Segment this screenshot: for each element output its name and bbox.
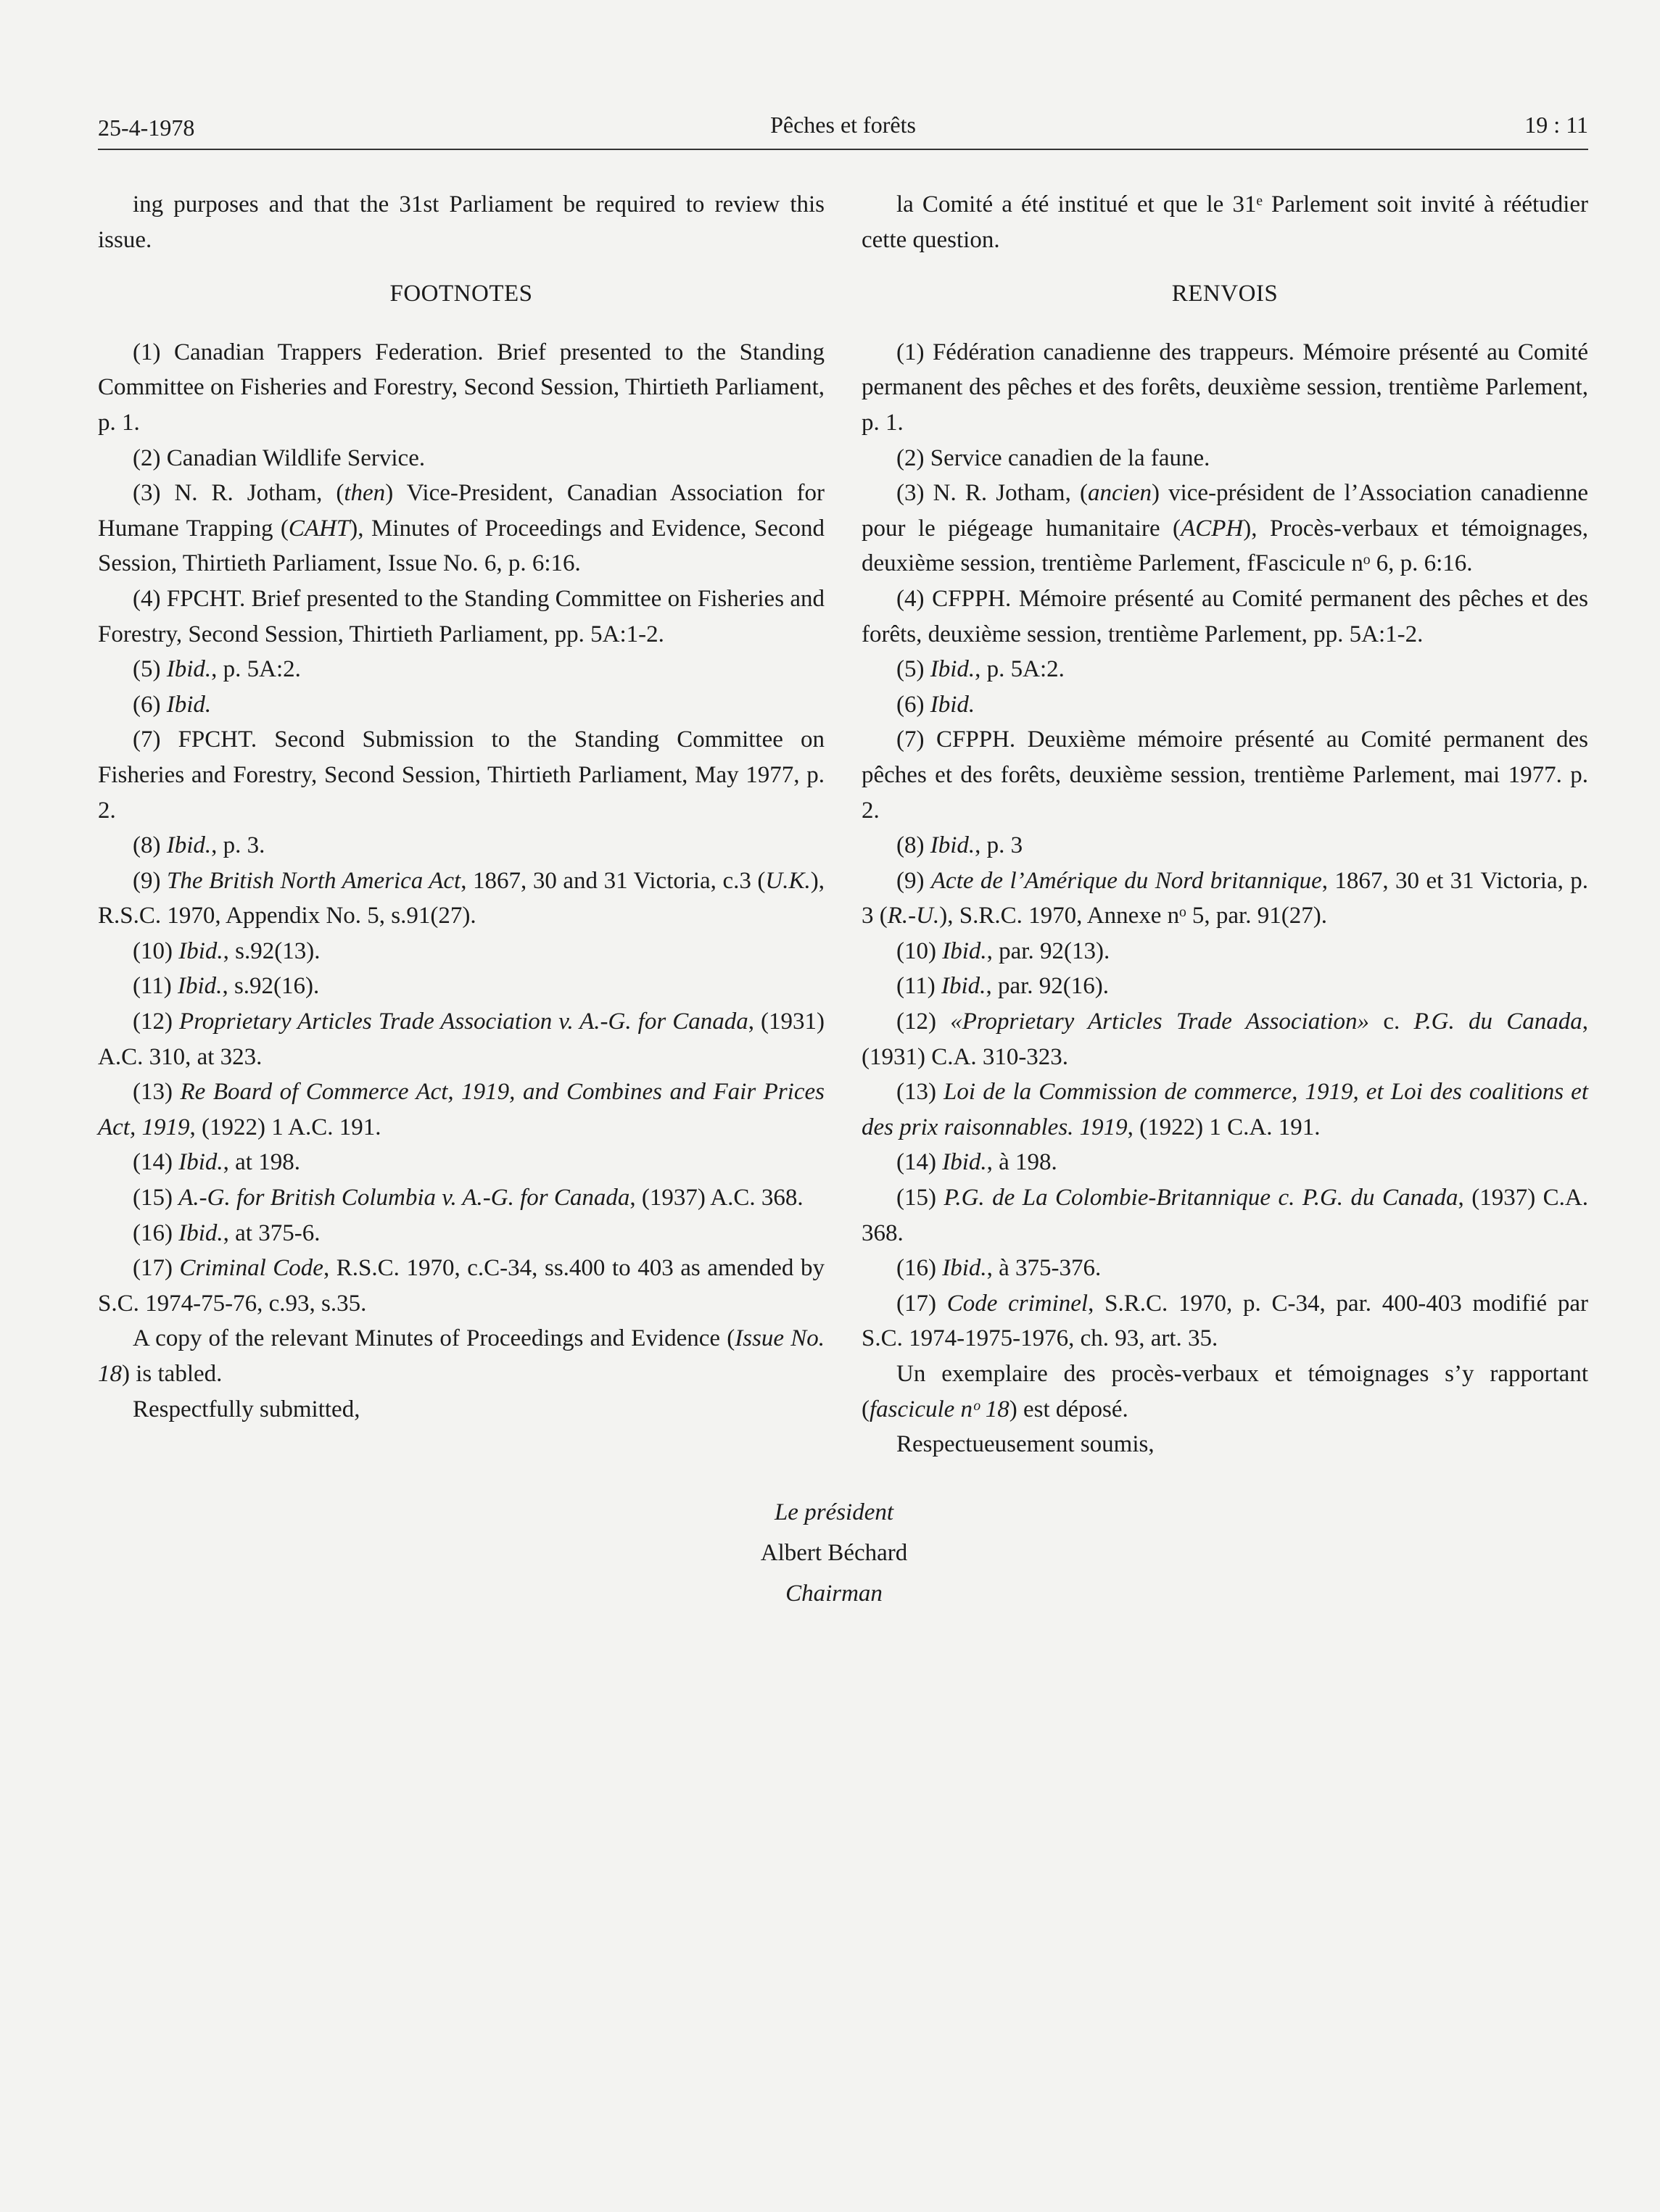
footnote-3: (3) N. R. Jotham, (then) Vice-President, Canadian Association for Humane Trapping (CAHT), Minutes of Proceedings and Evidence, Second Session, Thirtieth Parliament, Issue No. 6, p. 6:16.: [98, 480, 825, 577]
footnote-16: (16) Ibid., at 375-6.: [133, 1219, 321, 1246]
footnote-10: (10) Ibid., s.92(13).: [133, 937, 321, 964]
footnote-13: (13) Re Board of Commerce Act, 1919, and Combines and Fair Prices Act, 1919, (1922) 1 A.C. 191.: [98, 1079, 825, 1140]
footnote-6: (6) Ibid.: [133, 691, 212, 718]
signature-block: [653, 1492, 1015, 1614]
tabled-statement: A copy of the relevant Minutes of Proceedings and Evidence (Issue No. 18) is tabled.: [98, 1325, 825, 1387]
renvoi-6: (6) Ibid.: [896, 691, 975, 718]
page-header: [98, 109, 1588, 152]
title-english: Chairman: [785, 1581, 883, 1607]
tabled-statement: Un exemplaire des procès-verbaux et témoignages s’y rapportant (fascicule nᵒ 18) est déposé.: [862, 1361, 1588, 1422]
renvoi-9: (9) Acte de l’Amérique du Nord britannique, 1867, 30 et 31 Victoria, p. 3 (R.-U.), S.R.C. 1970, Annexe nᵒ 5, par. 91(27).: [862, 867, 1589, 929]
page-number: 19 : 11: [1524, 112, 1588, 138]
footnote-11: (11) Ibid., s.92(16).: [133, 973, 320, 1000]
intro-text: ing purposes and that the 31st Parliament be required to review this issue.: [98, 191, 825, 253]
footnote-9: (9) The British North America Act, 1867, 30 and 31 Victoria, c.3 (U.K.), R.S.C. 1970, Appendix No. 5, s.91(27).: [98, 867, 825, 929]
header-rule: [98, 149, 1588, 150]
renvoi-2: (2) Service canadien de la faune.: [896, 444, 1210, 471]
footnote-2: (2) Canadian Wildlife Service.: [133, 444, 426, 471]
renvoi-1: (1) Fédération canadienne des trappeurs. Mémoire présenté au Comité permanent des pêches et des forêts, deuxième session, trentième Parlement, p. 1.: [862, 339, 1588, 436]
footnote-12: (12) Proprietary Articles Trade Association v. A.-G. for Canada, (1931) A.C. 310, at 323.: [98, 1008, 825, 1070]
footnote-1: (1) Canadian Trappers Federation. Brief presented to the Standing Committee on Fisheries and Forestry, Second Session, Thirtieth Parliament, p. 1.: [98, 339, 825, 436]
renvoi-14: (14) Ibid., à 198.: [896, 1149, 1057, 1176]
renvoi-13: (13) Loi de la Commission de commerce, 1919, et Loi des coalitions et des prix raisonnables. 1919, (1922) 1 C.A. 191.: [862, 1079, 1588, 1140]
footnotes-heading: FOOTNOTES: [389, 281, 533, 307]
renvoi-16: (16) Ibid., à 375-376.: [896, 1255, 1102, 1282]
renvoi-8: (8) Ibid., p. 3: [896, 832, 1023, 859]
footnote-7: (7) FPCHT. Second Submission to the Standing Committee on Fisheries and Forestry, Second Session, Thirtieth Parliament, May 1977, p. 2.: [98, 726, 825, 824]
title-french: Le président: [774, 1499, 894, 1525]
renvoi-10: (10) Ibid., par. 92(13).: [896, 937, 1110, 964]
renvoi-4: (4) CFPPH. Mémoire présenté au Comité permanent des pêches et des forêts, deuxième session, trentième Parlement, pp. 5A:1-2.: [862, 585, 1588, 647]
closing: Respectueusement soumis,: [896, 1431, 1155, 1458]
renvoi-7: (7) CFPPH. Deuxième mémoire présenté au Comité permanent des pêches et des forêts, deuxième session, trentième Parlement, mai 1977. p. 2.: [862, 726, 1588, 824]
english-column: [98, 187, 825, 1427]
renvoi-15: (15) P.G. de La Colombie-Britannique c. P.G. du Canada, (1937) C.A. 368.: [862, 1185, 1588, 1246]
renvoi-3: (3) N. R. Jotham, (ancien) vice-président de l’Association canadienne pour le piégeage humanitaire (ACPH), Procès-verbaux et témoignages, deuxième session, trentième Parlement, fFascicule nᵒ 6, p. 6:16.: [862, 480, 1588, 577]
issue-date: 25-4-1978: [98, 115, 195, 141]
french-column: [862, 187, 1588, 1462]
footnote-5: (5) Ibid., p. 5A:2.: [133, 656, 301, 683]
footnote-15: (15) A.-G. for British Columbia v. A.-G. for Canada, (1937) A.C. 368.: [133, 1185, 804, 1211]
renvoi-17: (17) Code criminel, S.R.C. 1970, p. C-34, par. 400-403 modifié par S.C. 1974-1975-1976, ch. 93, art. 35.: [862, 1290, 1588, 1352]
renvoi-12: (12) «Proprietary Articles Trade Association» c. P.G. du Canada, (1931) C.A. 310-323.: [862, 1008, 1588, 1070]
footnote-14: (14) Ibid., at 198.: [133, 1149, 300, 1176]
footnote-4: (4) FPCHT. Brief presented to the Standing Committee on Fisheries and Forestry, Second Session, Thirtieth Parliament, pp. 5A:1-2.: [98, 585, 825, 647]
closing: Respectfully submitted,: [133, 1396, 360, 1422]
intro-text: la Comité a été institué et que le 31ᵉ Parlement soit invité à réétudier cette question.: [862, 191, 1588, 253]
footnote-8: (8) Ibid., p. 3.: [133, 832, 265, 859]
running-title: Pêches et forêts: [770, 112, 916, 138]
signatory-name: Albert Béchard: [760, 1540, 908, 1566]
renvoi-11: (11) Ibid., par. 92(16).: [896, 973, 1109, 1000]
renvois-heading: RENVOIS: [1171, 281, 1279, 307]
renvoi-5: (5) Ibid., p. 5A:2.: [896, 656, 1065, 683]
footnote-17: (17) Criminal Code, R.S.C. 1970, c.C-34, ss.400 to 403 as amended by S.C. 1974-75-76, c.93, s.35.: [98, 1255, 825, 1317]
